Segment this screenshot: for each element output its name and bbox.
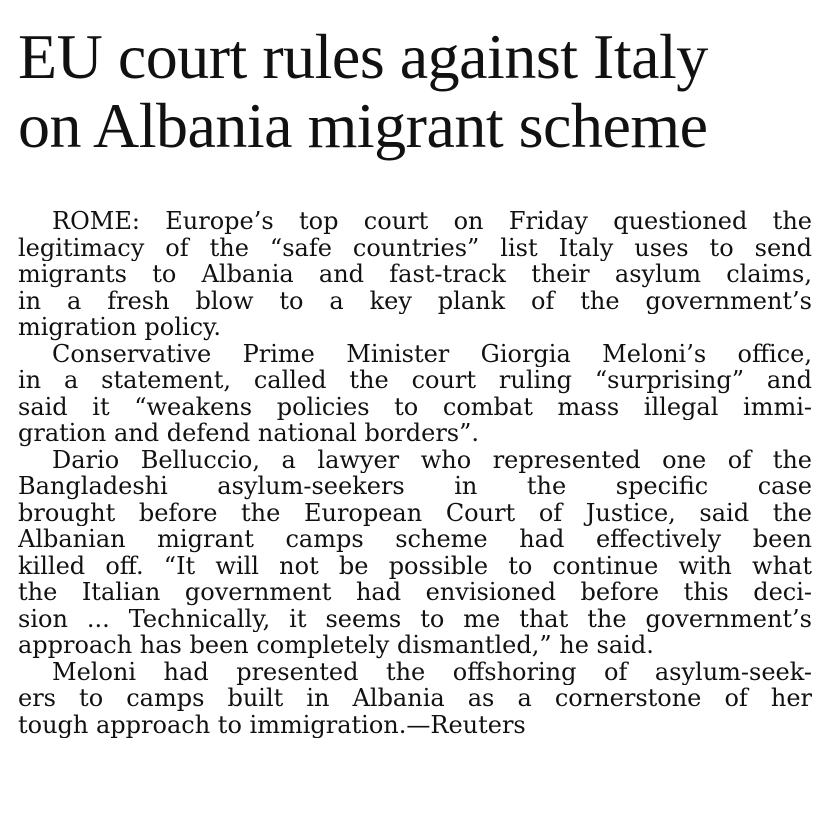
text-line: brought before the European Court of Justice, said the (18, 499, 812, 526)
paragraph-1 (18, 208, 812, 341)
text-line: approach has been completely dismantled,” he said. (18, 632, 654, 659)
headline-line-2: on Albania migrant scheme (18, 90, 708, 161)
headline (18, 22, 812, 160)
text-line: legitimacy of the “safe countries” list Italy uses to send (18, 234, 812, 261)
text-line: ers to camps built in Albania as a cornerstone of her (18, 685, 812, 712)
text-line: Meloni had presented the offshoring of asylum-seek- (52, 658, 812, 685)
text-line: Conservative Prime Minister Giorgia Meloni’s office, (52, 340, 812, 367)
text-line: the Italian government had envisioned before this deci- (18, 579, 812, 606)
article-body (18, 208, 812, 738)
text-line: sion ... Technically, it seems to me that the government’s (18, 605, 812, 632)
text-line: Albanian migrant camps scheme had effectively been (18, 526, 812, 553)
paragraph-2 (18, 341, 812, 447)
text-line: Dario Belluccio, a lawyer who represented one of the (52, 446, 812, 473)
text-line: migrants to Albania and fast-track their asylum claims, (18, 261, 812, 288)
text-line: migration policy. (18, 314, 222, 341)
text-line: in a fresh blow to a key plank of the government’s (18, 287, 812, 314)
text-line: gration and defend national borders”. (18, 420, 480, 447)
text-line: ROME: Europe’s top court on Friday questioned the (52, 208, 812, 235)
paragraph-4 (18, 659, 812, 739)
text-line: tough approach to immigration.—Reuters (18, 711, 526, 738)
text-line: said it “weakens policies to combat mass illegal immi- (18, 393, 812, 420)
headline-line-1: EU court rules against Italy (18, 21, 708, 92)
text-line: in a statement, called the court ruling “surprising” and (18, 367, 812, 394)
paragraph-3 (18, 447, 812, 659)
text-line: Bangladeshi asylum-seekers in the specific case (18, 473, 812, 500)
text-line: killed off. “It will not be possible to continue with what (18, 552, 812, 579)
